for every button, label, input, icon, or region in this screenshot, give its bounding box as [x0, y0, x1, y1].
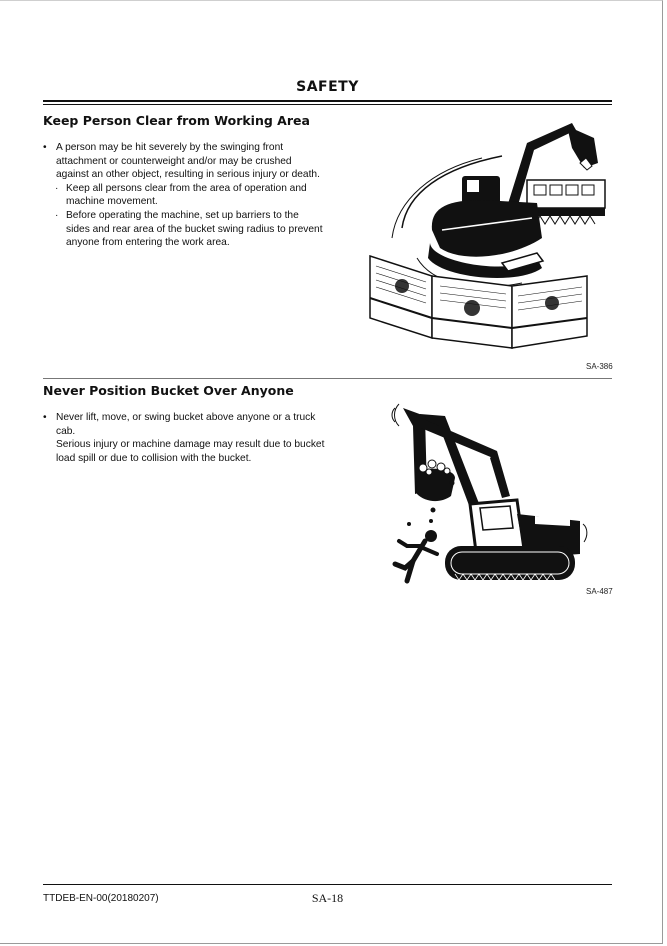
- sub-bullet-glyph: ·: [55, 182, 59, 194]
- sub-bullet-line: Before operating the machine, set up barriers to the: [66, 209, 299, 221]
- bucket-over-person-illustration: [385, 396, 600, 586]
- section-heading-bucket: Never Position Bucket Over Anyone: [43, 383, 294, 398]
- sub-bullet-line: Keep all persons clear from the area of operation and: [66, 182, 307, 194]
- bullet-line: load spill or due to collision with the bucket.: [56, 452, 252, 464]
- section-1-text: [43, 141, 343, 250]
- bullet-line: cab.: [56, 425, 76, 437]
- figure-code: SA-487: [586, 587, 613, 596]
- footer-rule: [43, 884, 612, 885]
- bullet-glyph: •: [43, 412, 47, 423]
- bullet-glyph: •: [43, 142, 47, 153]
- sub-bullet-glyph: ·: [55, 209, 59, 221]
- bullet-item: [43, 411, 343, 465]
- page-title: SAFETY: [296, 79, 359, 95]
- page-number: SA-18: [311, 891, 344, 905]
- section-2-text: [43, 411, 343, 465]
- sub-bullet-line: sides and rear area of the bucket swing radius to prevent: [66, 223, 323, 235]
- sub-bullet-item: [43, 209, 343, 250]
- bullet-line: Serious injury or machine damage may result due to bucket: [56, 439, 325, 451]
- header-rule: [43, 100, 612, 102]
- bullet-line: attachment or counterweight and/or may be crushed: [56, 155, 292, 167]
- bullet-line: A person may be hit severely by the swinging front: [56, 142, 284, 153]
- bullet-line: Never lift, move, or swing bucket above anyone or a truck: [56, 412, 316, 423]
- header-rule-thin: [43, 104, 612, 105]
- sub-bullet-line: anyone from entering the work area.: [66, 237, 230, 249]
- sub-bullet-line: machine movement.: [66, 196, 158, 208]
- bullet-line: against an other object, resulting in serious injury or death.: [56, 169, 320, 181]
- section-heading-keep-clear: Keep Person Clear from Working Area: [43, 113, 310, 128]
- bullet-item: [43, 141, 343, 182]
- footer-doc-id: TTDEB-EN-00(20180207): [43, 893, 159, 904]
- excavator-barrier-illustration: [362, 108, 612, 358]
- section-divider: [43, 378, 612, 379]
- figure-code: SA-386: [586, 362, 613, 371]
- sub-bullet-item: [43, 182, 343, 209]
